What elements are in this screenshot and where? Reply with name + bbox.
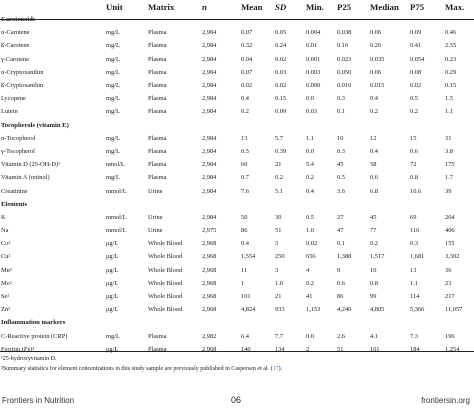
cell-p25: 9 (337, 266, 341, 274)
cell-matrix: Plasma (148, 68, 167, 76)
cell-label: Lycopene (1, 95, 26, 103)
cell-sd: 0.24 (275, 42, 287, 50)
page-footer (0, 394, 474, 410)
cell-min: 0.003 (306, 68, 321, 76)
cell-n: 2,968 (202, 240, 217, 248)
cell-median: 4,805 (370, 306, 385, 314)
cell-label: Co² (1, 240, 11, 248)
header-p75: P75 (410, 1, 425, 12)
cell-min: 0.004 (306, 29, 321, 37)
cell-max: 196 (445, 332, 455, 340)
section-row (0, 119, 474, 132)
cell-matrix: Whole Blood (148, 253, 183, 261)
cell-unit: mg/L (106, 134, 120, 142)
page-number: 06 (231, 395, 242, 405)
section-row (0, 198, 474, 211)
cell-median: 99 (370, 293, 377, 301)
cell-p75: 0.6 (410, 147, 418, 155)
cell-min: 4 (306, 266, 310, 274)
site-link[interactable]: frontiersin.org (421, 396, 470, 405)
cell-p25: 0.050 (337, 68, 352, 76)
cell-p75: 116 (410, 227, 420, 235)
cell-median: 10 (370, 266, 377, 274)
header-matrix: Matrix (148, 1, 175, 12)
cell-p75: 69 (410, 213, 417, 221)
cell-min: 0.2 (306, 174, 314, 182)
cell-sd: 30 (275, 213, 282, 221)
cell-p25: 45 (337, 161, 344, 169)
cell-p25: 0.5 (337, 174, 345, 182)
cell-p75: 5,366 (410, 306, 425, 314)
cell-min: 0.001 (306, 55, 321, 63)
cell-mean: 0.32 (241, 42, 253, 50)
table-row (0, 290, 474, 303)
cell-p75: 0.41 (410, 42, 422, 50)
cell-median: 4.1 (370, 332, 378, 340)
cell-unit: μg/L (106, 345, 119, 353)
cell-label: Ferritin (Fe)² (1, 345, 35, 353)
cell-p25: 51 (337, 345, 344, 353)
cell-n: 2,968 (202, 306, 217, 314)
cell-sd: 0.05 (275, 29, 287, 37)
cell-unit: mg/L (106, 174, 120, 182)
cell-p25: 3.6 (337, 187, 345, 195)
cell-p75: 0.09 (410, 29, 422, 37)
table-row (0, 26, 474, 39)
cell-max: 0.23 (445, 55, 457, 63)
cell-mean: 0.4 (241, 240, 249, 248)
cell-sd: 3 (275, 266, 279, 274)
cell-unit: mg/L (106, 42, 120, 50)
cell-p25: 47 (337, 227, 344, 235)
table-body (0, 13, 474, 356)
cell-min: 0.03 (306, 108, 318, 116)
cell-sd: 0.02 (275, 55, 287, 63)
cell-unit: μg/L (106, 293, 119, 301)
cell-median: 0.06 (370, 68, 382, 76)
cell-sd: 7.7 (275, 332, 283, 340)
cell-min: 0.000 (306, 82, 321, 90)
cell-min: 0.01 (306, 42, 318, 50)
cell-unit: mg/L (106, 108, 120, 116)
cell-matrix: Plasma (148, 95, 167, 103)
cell-unit: mg/L (106, 68, 120, 76)
cell-matrix: Plasma (148, 55, 167, 63)
table-row (0, 53, 474, 66)
section-label: Carotenoids (1, 16, 36, 24)
cell-unit: μg/L (106, 240, 119, 248)
cell-mean: 50 (241, 213, 248, 221)
header-rule (0, 19, 474, 20)
cell-unit: mg/L (106, 55, 120, 63)
cell-median: 0.035 (370, 55, 385, 63)
cell-max: 0.29 (445, 68, 457, 76)
cell-p25: 4,240 (337, 306, 352, 314)
cell-mean: 0.7 (241, 174, 249, 182)
table-row (0, 145, 474, 158)
cell-max: 23 (445, 279, 452, 287)
cell-sd: 0.2 (275, 174, 283, 182)
cell-matrix: Whole Blood (148, 279, 183, 287)
table-row (0, 277, 474, 290)
cell-p75: 0.02 (410, 82, 422, 90)
cell-label: C-Reactive protein (CRP) (1, 332, 68, 340)
cell-median: 0.8 (370, 279, 378, 287)
table-row (0, 39, 474, 52)
cell-matrix: Plasma (148, 147, 167, 155)
cell-mean: 6.4 (241, 332, 249, 340)
cell-p75: 0.054 (410, 55, 425, 63)
cell-p25: 0.6 (337, 279, 345, 287)
footnote-1: ¹25-hydroxyvitamin D. (1, 356, 57, 362)
cell-unit: mmol/L (106, 187, 127, 195)
cell-matrix: Whole Blood (148, 306, 183, 314)
cell-median: 0.2 (370, 240, 378, 248)
header-n: n (202, 1, 207, 12)
cell-p75: 114 (410, 293, 420, 301)
cell-max: 217 (445, 293, 455, 301)
cell-unit: mg/L (106, 29, 120, 37)
cell-label: γ-Carotene (1, 55, 30, 63)
bottom-rule (0, 351, 474, 352)
cell-n: 2,984 (202, 29, 217, 37)
cell-n: 2,968 (202, 253, 217, 261)
section-row (0, 316, 474, 329)
cell-n: 2,984 (202, 174, 217, 182)
cell-p75: 1.1 (410, 279, 418, 287)
cell-sd: 250 (275, 253, 285, 261)
cell-unit: mmol/L (106, 227, 127, 235)
cell-max: 31 (445, 134, 452, 142)
cell-sd: 5.1 (275, 187, 283, 195)
cell-p75: 0.08 (410, 68, 422, 76)
cell-n: 2,982 (202, 332, 217, 340)
cell-unit: mg/L (106, 147, 120, 155)
cell-p25: 27 (337, 213, 344, 221)
cell-p25: 2.6 (337, 332, 345, 340)
header-sd: SD (275, 1, 287, 12)
cell-unit: μg/L (106, 306, 119, 314)
cell-n: 2,984 (202, 213, 217, 221)
table-row (0, 250, 474, 263)
cell-label: Creatinine (1, 187, 28, 195)
cell-n: 2,984 (202, 95, 217, 103)
cell-max: 1.1 (445, 108, 453, 116)
cell-min: 0.0 (306, 147, 314, 155)
cell-max: 1.7 (445, 174, 453, 182)
cell-label: Mo² (1, 279, 12, 287)
cell-matrix: Urine (148, 213, 163, 221)
header-mean: Mean (241, 1, 263, 12)
cell-unit: μg/L (106, 253, 119, 261)
footnote-2-text: ²Summary statistics for element concentrations in this study sample are previously published in Caspersen et al. ( (1, 366, 273, 372)
cell-sd: 933 (275, 306, 285, 314)
cell-mean: 13 (241, 134, 248, 142)
cell-matrix: Plasma (148, 332, 167, 340)
cell-sd: 3 (275, 240, 279, 248)
cell-sd: 21 (275, 293, 282, 301)
cell-label: Zn² (1, 306, 11, 314)
cell-n: 2,984 (202, 68, 217, 76)
cell-matrix: Urine (148, 227, 163, 235)
cell-mean: 60 (241, 161, 248, 169)
cell-mean: 0.4 (241, 95, 249, 103)
cell-matrix: Plasma (148, 108, 167, 116)
cell-median: 0.2 (370, 108, 378, 116)
cell-max: 39 (445, 187, 452, 195)
cell-label: K (1, 213, 6, 221)
header-median: Median (370, 1, 399, 12)
cell-p25: 0.023 (337, 55, 352, 63)
cell-n: 2,984 (202, 82, 217, 90)
table-row (0, 171, 474, 184)
cell-n: 2,968 (202, 266, 217, 274)
table-row (0, 264, 474, 277)
cell-min: 1,153 (306, 306, 321, 314)
cell-label: α-Cryptoxanthin (1, 68, 44, 76)
cell-label: α-Tocopherol (1, 134, 36, 142)
cell-max: 406 (445, 227, 455, 235)
table-row (0, 158, 474, 171)
cell-sd: 0.09 (275, 108, 287, 116)
footnote-2 (1, 366, 282, 372)
cell-median: 0.015 (370, 82, 385, 90)
cell-max: 3.8 (445, 147, 453, 155)
cell-median: 12 (370, 134, 377, 142)
cell-sd: 5.7 (275, 134, 283, 142)
cell-p75: 72 (410, 161, 417, 169)
header-max: Max. (445, 1, 465, 12)
table-row (0, 237, 474, 250)
cell-min: 41 (306, 293, 313, 301)
cell-mean: 101 (241, 293, 251, 301)
cell-n: 2,984 (202, 161, 217, 169)
cell-min: 0.0 (306, 95, 314, 103)
cell-min: 0.4 (306, 187, 314, 195)
cell-n: 2,968 (202, 293, 217, 301)
cell-p25: 0.3 (337, 147, 345, 155)
cell-mean: 0.07 (241, 68, 253, 76)
cell-max: 0.15 (445, 82, 457, 90)
cell-unit: μg/L (106, 279, 119, 287)
header-p25: P25 (337, 1, 352, 12)
cell-p75: 0.5 (410, 95, 418, 103)
cell-mean: 4,824 (241, 306, 256, 314)
cell-p75: 0.2 (410, 108, 418, 116)
cell-p25: 0.1 (337, 240, 345, 248)
cell-mean: 0.04 (241, 55, 253, 63)
cell-min: 0.0 (306, 332, 314, 340)
cell-median: 0.26 (370, 42, 382, 50)
cell-matrix: Urine (148, 187, 163, 195)
cell-label: Se² (1, 293, 10, 301)
table-row (0, 330, 474, 343)
cell-sd: 51 (275, 227, 282, 235)
cell-median: 77 (370, 227, 377, 235)
cell-p25: 10 (337, 134, 344, 142)
table-row (0, 79, 474, 92)
cell-label: Mn² (1, 266, 12, 274)
cell-mean: 140 (241, 345, 251, 353)
cell-min: 0.02 (306, 240, 318, 248)
cell-sd: 0.02 (275, 82, 287, 90)
cell-label: Vitamin A (retinol) (1, 174, 50, 182)
cell-label: Na (1, 227, 9, 235)
cell-matrix: Plasma (148, 29, 167, 37)
cell-n: 2,984 (202, 55, 217, 63)
cell-matrix: Plasma (148, 345, 167, 353)
cell-p75: 10.6 (410, 187, 422, 195)
cell-matrix: Whole Blood (148, 240, 183, 248)
cell-n: 2,968 (202, 345, 217, 353)
cell-label: Lutein (1, 108, 18, 116)
cell-min: 5.4 (306, 161, 314, 169)
cell-max: 155 (445, 240, 455, 248)
cell-min: 0.5 (306, 213, 314, 221)
table-row (0, 224, 474, 237)
table-row (0, 184, 474, 197)
reference-link[interactable]: 17 (272, 366, 279, 372)
table-row (0, 105, 474, 118)
cell-sd: 0.39 (275, 147, 287, 155)
cell-max: 0.46 (445, 29, 457, 37)
cell-matrix: Whole Blood (148, 266, 183, 274)
table-header (0, 0, 474, 13)
cell-n: 2,975 (202, 227, 217, 235)
cell-matrix: Plasma (148, 134, 167, 142)
cell-p25: 0.3 (337, 95, 345, 103)
cell-label: ß-Carotene (1, 42, 30, 50)
cell-sd: 134 (275, 345, 285, 353)
cell-max: 36 (445, 266, 452, 274)
cell-max: 3,302 (445, 253, 460, 261)
cell-min: 1.0 (306, 227, 314, 235)
cell-max: 175 (445, 161, 455, 169)
cell-p75: 7.3 (410, 332, 418, 340)
cell-median: 58 (370, 161, 377, 169)
cell-n: 2,984 (202, 187, 217, 195)
header-unit: Unit (106, 1, 123, 12)
cell-median: 101 (370, 345, 380, 353)
cell-label: Vitamin D (25-OH-D)¹ (1, 161, 61, 169)
cell-min: 0.2 (306, 279, 314, 287)
journal-name: Frontiers in Nutrition (2, 396, 75, 405)
table-row (0, 92, 474, 105)
table-row (0, 66, 474, 79)
cell-p75: 1,681 (410, 253, 425, 261)
cell-p25: 0.010 (337, 82, 352, 90)
cell-n: 2,984 (202, 108, 217, 116)
cell-median: 0.4 (370, 95, 378, 103)
cell-label: ß-Cryptoxanthin (1, 82, 44, 90)
cell-p25: 1,388 (337, 253, 352, 261)
cell-label: γ-Tocopherol (1, 147, 35, 155)
cell-mean: 86 (241, 227, 248, 235)
header-min: Min. (306, 1, 324, 12)
cell-p75: 184 (410, 345, 420, 353)
cell-max: 1,254 (445, 345, 460, 353)
table-row (0, 343, 474, 356)
section-label: Tocopherols (vitamin E) (1, 121, 69, 129)
cell-median: 45 (370, 213, 377, 221)
cell-mean: 11 (241, 266, 248, 274)
table-row (0, 211, 474, 224)
footnote-2-end: ). (278, 366, 283, 372)
cell-p75: 0.3 (410, 240, 418, 248)
cell-p75: 15 (410, 134, 417, 142)
cell-label: Cu² (1, 253, 11, 261)
cell-mean: 0.07 (241, 29, 253, 37)
cell-n: 2,984 (202, 147, 217, 155)
cell-max: 204 (445, 213, 455, 221)
cell-sd: 0.15 (275, 95, 287, 103)
cell-sd: 1.0 (275, 279, 283, 287)
cell-matrix: Plasma (148, 161, 167, 169)
cell-matrix: Plasma (148, 42, 167, 50)
cell-p75: 0.8 (410, 174, 418, 182)
cell-p25: 86 (337, 293, 344, 301)
cell-unit: μg/L (106, 266, 119, 274)
cell-min: 656 (306, 253, 316, 261)
cell-median: 0.6 (370, 174, 378, 182)
cell-mean: 7.6 (241, 187, 249, 195)
cell-unit: mg/L (106, 332, 120, 340)
cell-unit: nmol/L (106, 161, 125, 169)
cell-unit: mmol/L (106, 213, 127, 221)
cell-median: 6.8 (370, 187, 378, 195)
cell-median: 0.06 (370, 29, 382, 37)
table-row (0, 303, 474, 316)
cell-matrix: Plasma (148, 82, 167, 90)
cell-max: 2.55 (445, 42, 457, 50)
cell-n: 2,968 (202, 279, 217, 287)
cell-p25: 0.1 (337, 108, 345, 116)
header-label (0, 0, 106, 13)
cell-mean: 0.02 (241, 82, 253, 90)
cell-p25: 0.16 (337, 42, 349, 50)
section-label: Elements (1, 200, 28, 208)
cell-mean: 0.2 (241, 108, 249, 116)
cell-mean: 1 (241, 279, 245, 287)
cell-matrix: Whole Blood (148, 293, 183, 301)
cell-median: 0.4 (370, 147, 378, 155)
cell-min: 2 (306, 345, 310, 353)
cell-n: 2,984 (202, 42, 217, 50)
cell-median: 1,517 (370, 253, 385, 261)
cell-sd: 21 (275, 161, 282, 169)
cell-p75: 13 (410, 266, 417, 274)
cell-max: 11,057 (445, 306, 463, 314)
cell-mean: 1,554 (241, 253, 256, 261)
cell-n: 2,984 (202, 134, 217, 142)
cell-sd: 0.03 (275, 68, 287, 76)
cell-matrix: Plasma (148, 174, 167, 182)
table-row (0, 132, 474, 145)
cell-p25: 0.038 (337, 29, 352, 37)
cell-unit: mg/L (106, 95, 120, 103)
section-label: Inflammation markers (1, 319, 66, 327)
cell-unit: mg/L (106, 82, 120, 90)
cell-max: 1.5 (445, 95, 453, 103)
cell-min: 1.1 (306, 134, 314, 142)
cell-mean: 0.5 (241, 147, 249, 155)
cell-label: α-Carotene (1, 29, 30, 37)
